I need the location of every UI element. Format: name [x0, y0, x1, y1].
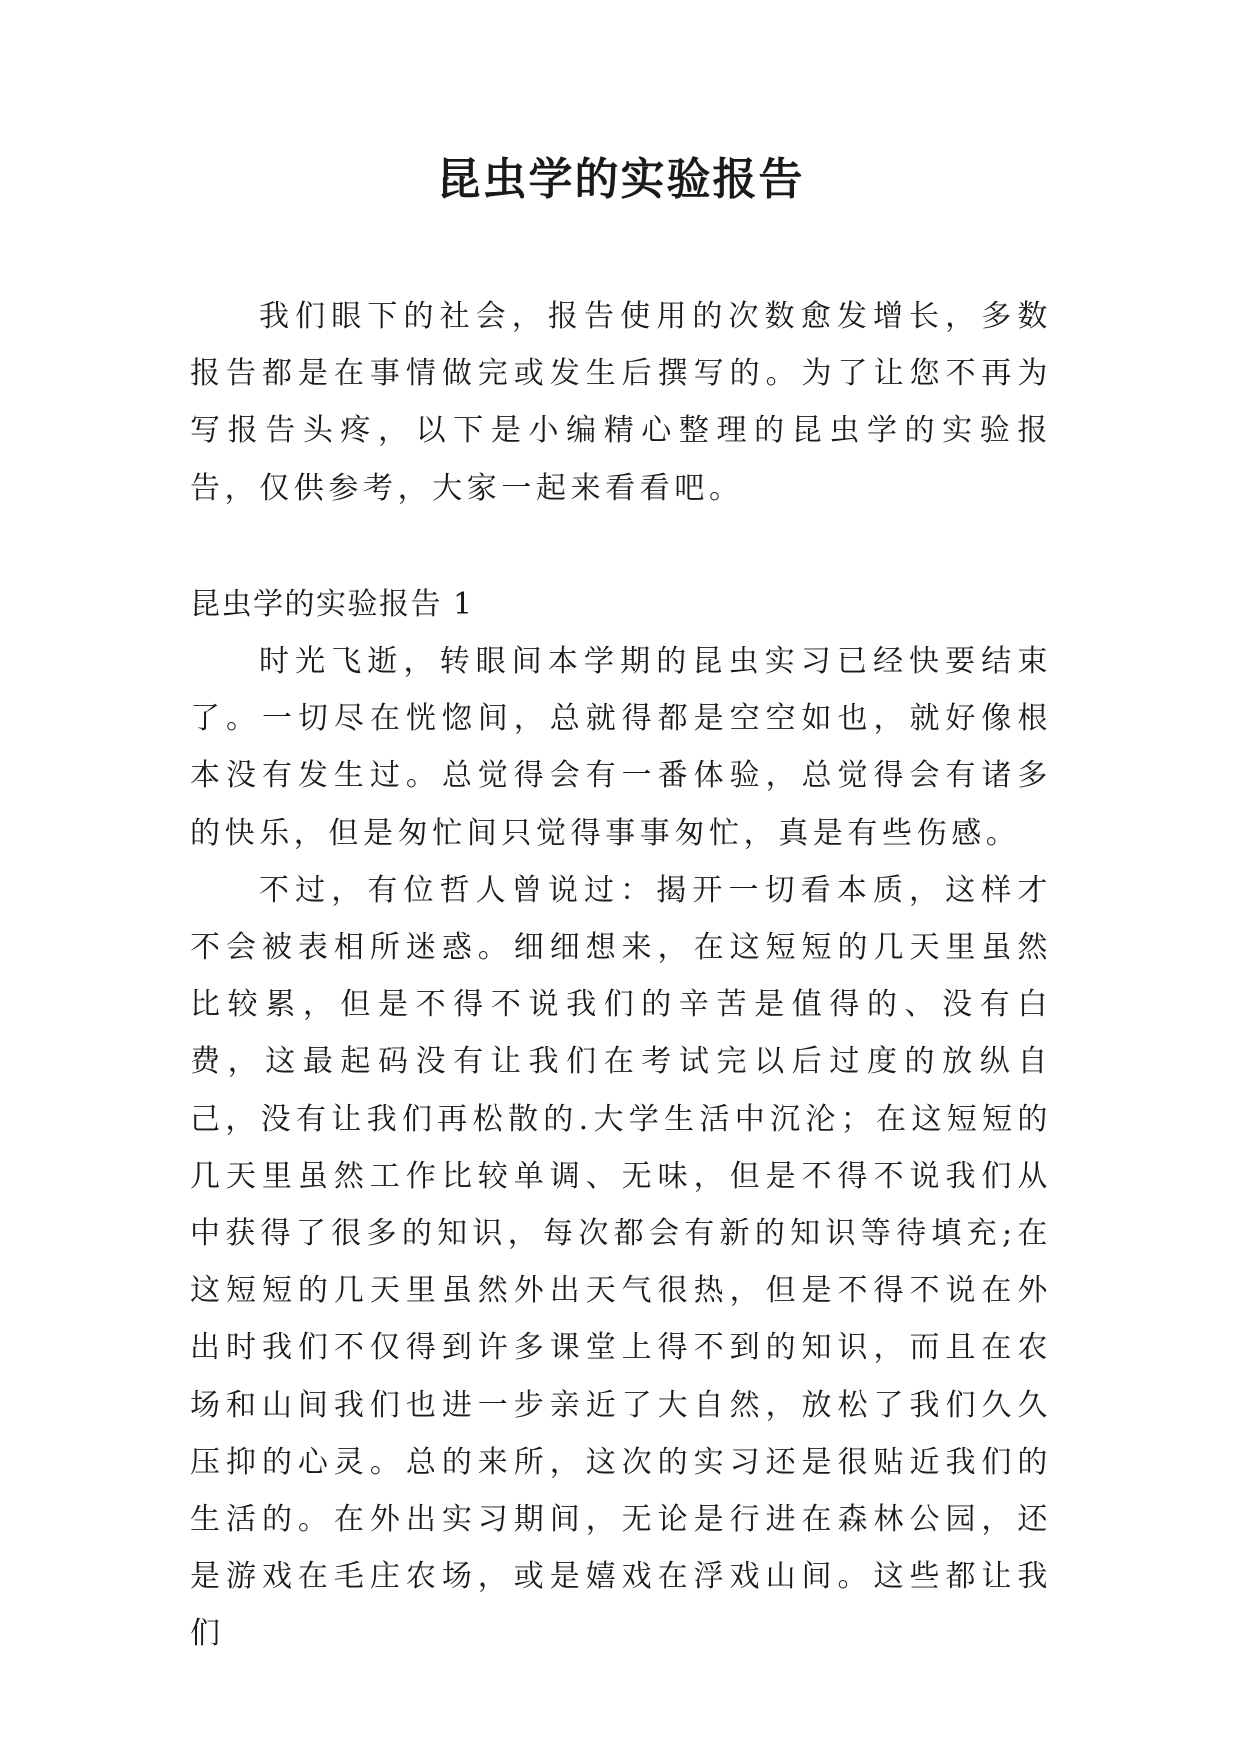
- section-body: [190, 633, 1052, 1663]
- intro-paragraph: 我们眼下的社会，报告使用的次数愈发增长，多数报告都是在事情做完或发生后撰写的。为了让您不再为写报告头疼，以下是小编精心整理的昆虫学的实验报告，仅供参考，大家一起来看看吧。: [190, 299, 1052, 506]
- section-paragraph-1: 时光飞逝，转眼间本学期的昆虫实习已经快要结束了。一切尽在恍惚间，总就得都是空空如也，就好像根本没有发生过。总觉得会有一番体验，总觉得会有诸多的快乐，但是匆忙间只觉得事事匆忙，真是有些伤感。: [190, 644, 1052, 851]
- section-paragraph-2: 不过，有位哲人曾说过：揭开一切看本质，这样才不会被表相所迷惑。细细想来，在这短短的几天里虽然比较累，但是不得不说我们的辛苦是值得的、没有白费，这最起码没有让我们在考试完以后过度的放纵自己，没有让我们再松散的.大学生活中沉沦；在这短短的几天里虽然工作比较单调、无味，但是不得不说我们从中获得了很多的知识，每次都会有新的知识等待填充;在这短短的几天里虽然外出天气很热，但是不得不说在外出时我们不仅得到许多课堂上得不到的知识，而且在农场和山间我们也进一步亲近了大自然，放松了我们久久压抑的心灵。总的来所，这次的实习还是很贴近我们的生活的。在外出实习期间，无论是行进在森林公园，还是游戏在毛庄农场，或是嬉戏在浮戏山间。这些都让我们: [190, 872, 1052, 1652]
- document-title: 昆虫学的实验报告: [436, 154, 805, 205]
- section-heading: 昆虫学的实验报告 1: [190, 587, 474, 622]
